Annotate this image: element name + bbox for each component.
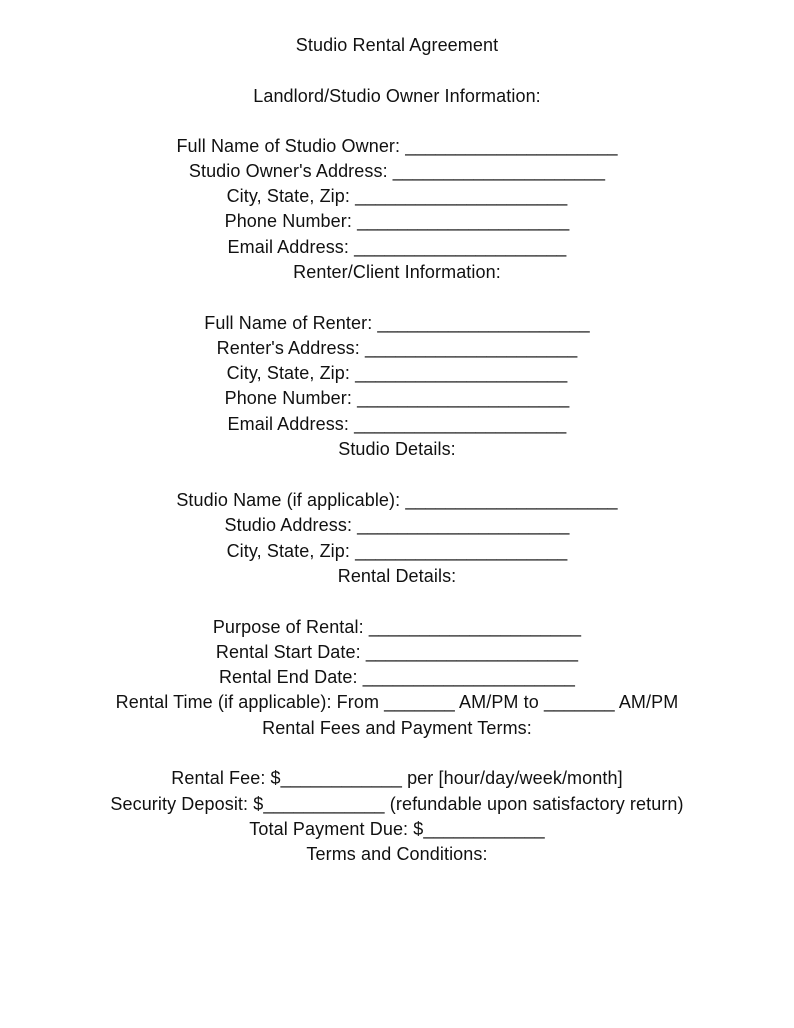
renter-email-field: Email Address: _____________________ (227, 414, 567, 434)
landlord-full-name-field: Full Name of Studio Owner: _____________________ (176, 136, 618, 156)
landlord-email-field: Email Address: _____________________ (227, 237, 567, 257)
renter-section-heading: Renter/Client Information: (293, 262, 501, 282)
landlord-address-field: Studio Owner's Address: _____________________ (188, 161, 606, 181)
renter-phone-field: Phone Number: _____________________ (224, 388, 570, 408)
studio-name-field: Studio Name (if applicable): _____________________ (176, 490, 618, 510)
security-deposit-field: Security Deposit: $____________ (refundable upon satisfactory return) (110, 794, 684, 814)
landlord-section-heading: Landlord/Studio Owner Information: (253, 86, 541, 106)
rental-section-heading: Rental Details: (337, 566, 457, 586)
terms-section-heading: Terms and Conditions: (306, 844, 488, 864)
renter-address-field: Renter's Address: _____________________ (216, 338, 578, 358)
renter-full-name-field: Full Name of Renter: _____________________ (204, 313, 590, 333)
landlord-city-state-zip-field: City, State, Zip: _____________________ (226, 186, 568, 206)
renter-city-state-zip-field: City, State, Zip: _____________________ (226, 363, 568, 383)
rental-purpose-field: Purpose of Rental: _____________________ (212, 617, 582, 637)
studio-address-field: Studio Address: _____________________ (224, 515, 570, 535)
studio-city-state-zip-field: City, State, Zip: _____________________ (226, 541, 568, 561)
studio-section-heading: Studio Details: (338, 439, 456, 459)
document-title: Studio Rental Agreement (295, 35, 499, 55)
rental-start-date-field: Rental Start Date: _____________________ (215, 642, 579, 662)
fees-section-heading: Rental Fees and Payment Terms: (262, 718, 532, 738)
rental-end-date-field: Rental End Date: _____________________ (218, 667, 576, 687)
landlord-phone-field: Phone Number: _____________________ (224, 211, 570, 231)
rental-time-field: Rental Time (if applicable): From _______ AM/PM to _______ AM/PM (115, 692, 679, 712)
total-payment-due-field: Total Payment Due: $____________ (249, 819, 545, 839)
rental-fee-field: Rental Fee: $____________ per [hour/day/week/month] (171, 768, 623, 788)
